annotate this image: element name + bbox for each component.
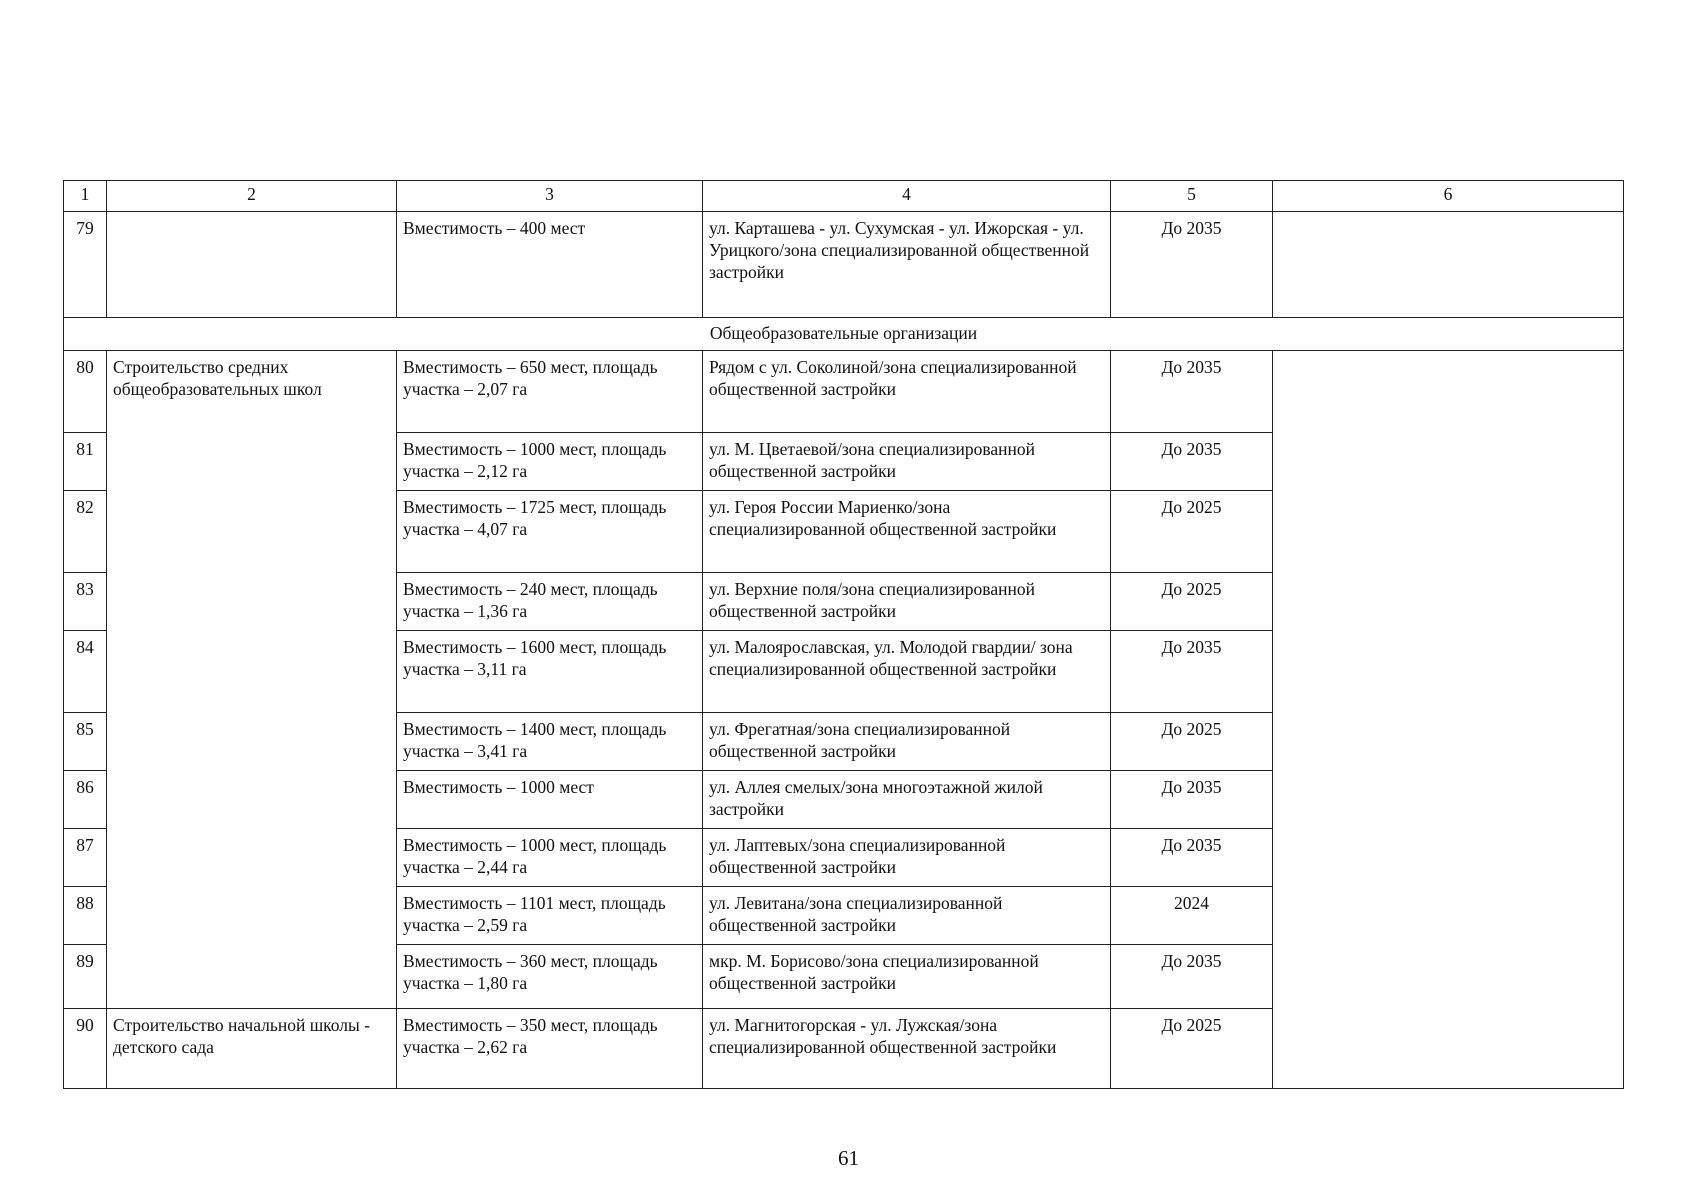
objects-table [63, 180, 1624, 1089]
location-cell: мкр. М. Борисово/зона специализированной общественной застройки [703, 945, 1111, 1009]
document-sheet [63, 180, 1623, 1089]
row-number: 89 [64, 945, 107, 1009]
note-cell [1273, 351, 1624, 1089]
row-number: 81 [64, 433, 107, 491]
capacity-cell: Вместимость – 240 мест, площадь участка – 1,36 га [397, 573, 703, 631]
location-cell: ул. М. Цветаевой/зона специализированной общественной застройки [703, 433, 1111, 491]
term-cell: До 2025 [1111, 491, 1273, 573]
term-cell: До 2035 [1111, 771, 1273, 829]
table-row-79 [64, 212, 1624, 318]
capacity-cell: Вместимость – 350 мест, площадь участка – 2,62 га [397, 1009, 703, 1089]
column-number-1: 1 [64, 181, 107, 212]
term-cell: До 2035 [1111, 351, 1273, 433]
row-number: 83 [64, 573, 107, 631]
location-cell: ул. Верхние поля/зона специализированной общественной застройки [703, 573, 1111, 631]
note-cell [1273, 212, 1624, 318]
capacity-cell: Вместимость – 1600 мест, площадь участка – 3,11 га [397, 631, 703, 713]
object-name-cell: Строительство средних общеобразовательных школ [107, 351, 397, 1009]
location-cell: ул. Героя России Мариенко/зона специализированной общественной застройки [703, 491, 1111, 573]
column-number-2: 2 [107, 181, 397, 212]
capacity-cell: Вместимость – 400 мест [397, 212, 703, 318]
location-cell: ул. Фрегатная/зона специализированной общественной застройки [703, 713, 1111, 771]
table-row-80 [64, 351, 1624, 433]
column-number-6: 6 [1273, 181, 1624, 212]
row-number: 86 [64, 771, 107, 829]
row-number: 79 [64, 212, 107, 318]
column-number-4: 4 [703, 181, 1111, 212]
term-cell: До 2035 [1111, 433, 1273, 491]
capacity-cell: Вместимость – 1000 мест [397, 771, 703, 829]
term-cell: До 2025 [1111, 573, 1273, 631]
row-number: 85 [64, 713, 107, 771]
location-cell: ул. Карташева - ул. Сухумская - ул. Ижорская - ул. Урицкого/зона специализированной общественной застройки [703, 212, 1111, 318]
term-cell: До 2035 [1111, 212, 1273, 318]
row-number: 87 [64, 829, 107, 887]
column-number-row [64, 181, 1624, 212]
row-number: 80 [64, 351, 107, 433]
location-cell: ул. Аллея смелых/зона многоэтажной жилой застройки [703, 771, 1111, 829]
page-number: 61 [838, 1146, 859, 1170]
capacity-cell: Вместимость – 1400 мест, площадь участка – 3,41 га [397, 713, 703, 771]
column-number-3: 3 [397, 181, 703, 212]
term-cell: До 2035 [1111, 829, 1273, 887]
section-row [64, 318, 1624, 351]
capacity-cell: Вместимость – 1101 мест, площадь участка – 2,59 га [397, 887, 703, 945]
row-number: 82 [64, 491, 107, 573]
row-number: 88 [64, 887, 107, 945]
capacity-cell: Вместимость – 1000 мест, площадь участка – 2,44 га [397, 829, 703, 887]
section-title: Общеобразовательные организации [64, 318, 1624, 351]
location-cell: ул. Магнитогорская - ул. Лужская/зона специализированной общественной застройки [703, 1009, 1111, 1089]
location-cell: Рядом с ул. Соколиной/зона специализированной общественной застройки [703, 351, 1111, 433]
capacity-cell: Вместимость – 360 мест, площадь участка – 1,80 га [397, 945, 703, 1009]
capacity-cell: Вместимость – 1000 мест, площадь участка – 2,12 га [397, 433, 703, 491]
capacity-cell: Вместимость – 650 мест, площадь участка – 2,07 га [397, 351, 703, 433]
object-name-cell [107, 212, 397, 318]
term-cell: До 2035 [1111, 631, 1273, 713]
term-cell: 2024 [1111, 887, 1273, 945]
object-name-cell: Строительство начальной школы - детского сада [107, 1009, 397, 1089]
capacity-cell: Вместимость – 1725 мест, площадь участка – 4,07 га [397, 491, 703, 573]
column-number-5: 5 [1111, 181, 1273, 212]
term-cell: До 2025 [1111, 713, 1273, 771]
term-cell: До 2025 [1111, 1009, 1273, 1089]
row-number: 90 [64, 1009, 107, 1089]
location-cell: ул. Лаптевых/зона специализированной общественной застройки [703, 829, 1111, 887]
location-cell: ул. Левитана/зона специализированной общественной застройки [703, 887, 1111, 945]
location-cell: ул. Малоярославская, ул. Молодой гвардии/ зона специализированной общественной застройки [703, 631, 1111, 713]
term-cell: До 2035 [1111, 945, 1273, 1009]
row-number: 84 [64, 631, 107, 713]
